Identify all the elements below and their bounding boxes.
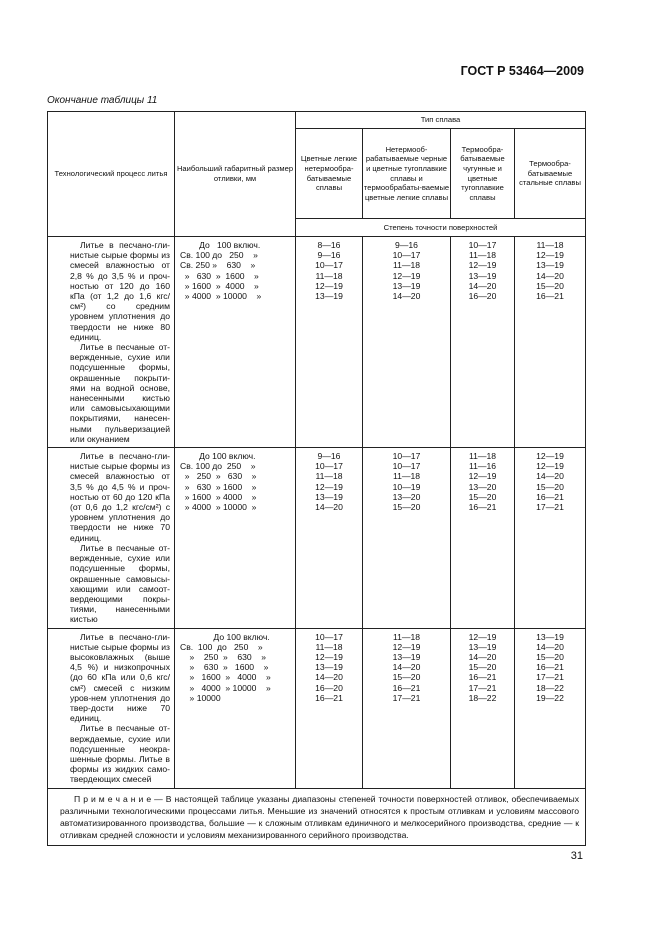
value: 16—21: [315, 692, 343, 703]
value: 11—18: [392, 471, 421, 482]
value: 9—16: [395, 240, 418, 250]
value: 16—21: [536, 662, 564, 673]
value: 9—16: [317, 250, 341, 261]
value: 13—19: [392, 651, 421, 662]
value: 14—20: [536, 471, 564, 482]
accuracy-table: [47, 111, 586, 846]
value: 10—17: [392, 461, 421, 472]
value: 13—20: [392, 491, 421, 502]
header-size: Наибольший габаритный размер отливки, мм: [175, 112, 296, 237]
size-cell: [175, 628, 296, 788]
size-range: » 630 » 1600 »: [180, 662, 269, 673]
value: 12—19: [536, 451, 564, 462]
header-alloy-1: Цветные легкие нетермообра-батываемые сплавы: [296, 129, 363, 219]
size-range: » 4000 » 10000 »: [180, 502, 257, 513]
value-cell: [515, 237, 586, 448]
value: 19—22: [536, 692, 564, 703]
size-range: Св. 250 » 630 »: [180, 260, 256, 271]
process-cell: [48, 628, 175, 788]
value: 12—19: [315, 280, 343, 291]
value: 16—21: [536, 491, 564, 502]
value: 11—18: [315, 471, 343, 482]
value: 11—18: [468, 451, 497, 462]
size-range: » 630 » 1600 »: [180, 481, 257, 492]
size-range: » 4000 » 10000 »: [180, 682, 271, 693]
table-continuation-caption: Окончание таблицы 11: [47, 95, 158, 106]
value-cell: [296, 628, 363, 788]
value-cell: [451, 448, 515, 628]
value: 14—20: [536, 641, 564, 652]
value: 12—19: [468, 260, 497, 271]
value: 11—18: [315, 270, 343, 281]
size-range: До 100 включ.: [180, 451, 256, 462]
value: 12—19: [468, 631, 497, 642]
value-cell: [515, 628, 586, 788]
value: 12—19: [392, 641, 421, 652]
size-range: » 1600 » 4000 »: [180, 672, 271, 683]
value: 15—20: [536, 481, 564, 492]
value: 8—16: [317, 240, 341, 250]
page-number: 31: [570, 850, 583, 862]
process-text: Литье в песчано-гли-нистые сырые формы из высоковлажных (выше 4,5 %) и низкопрочных (до 60 кПа или 0,6 кгс/см²) смесей с низким уров-нем уплотнения до твер-дости ниже 70 единиц.: [70, 631, 170, 724]
value: 18—22: [468, 692, 497, 703]
value: 14—20: [392, 291, 421, 302]
value: 18—22: [536, 682, 564, 693]
value: 15—20: [468, 491, 497, 502]
value: 14—20: [392, 662, 421, 673]
value: 17—21: [536, 672, 564, 683]
header-alloy-4: Термообра-батываемые стальные сплавы: [515, 129, 586, 219]
size-range: Св. 100 до 250 »: [180, 641, 263, 652]
process-text: Литье в песчано-гли-нистые сырые формы из смесей влажностью от 2,8 % до 3,5 % и проч-ностью от 120 до 160 кПа (от 1,2 до 1,6 кгс/см²) со средним уровнем уплотнения до твердости не ниже 80 единиц.: [70, 240, 170, 342]
value-cell: [363, 237, 451, 448]
value: 17—21: [392, 692, 421, 703]
size-range: » 4000 » 10000 »: [180, 291, 262, 302]
value: 16—21: [536, 291, 564, 302]
size-range: » 1600 » 4000 »: [180, 491, 257, 502]
standard-number: ГОСТ Р 53464—2009: [460, 64, 584, 78]
value-cell: [296, 448, 363, 628]
value: 10—17: [315, 260, 343, 271]
value: 16—20: [315, 682, 343, 693]
value: 12—19: [315, 481, 343, 492]
size-range: Св. 100 до 250 »: [180, 461, 256, 472]
value: 14—20: [315, 672, 343, 683]
process-cell: [48, 237, 175, 448]
value: 14—20: [536, 270, 564, 281]
value-cell: [363, 448, 451, 628]
process-text: Литье в песчаные от-вержденные, сухие или подсушенные формы, окрашенные самовысы-хающими или самоот-вердеющими покры-тиями, нанесенными кистью: [70, 542, 170, 625]
value: 13—19: [315, 291, 343, 302]
size-range: До 100 включ.: [180, 240, 261, 250]
header-alloy-type: Тип сплава: [296, 112, 586, 129]
value: 10—17: [392, 250, 421, 261]
value: 11—18: [536, 240, 564, 250]
value: 10—17: [392, 451, 421, 462]
value: 10—17: [315, 631, 343, 642]
value: 10—19: [392, 481, 421, 492]
value: 11—18: [392, 260, 421, 271]
value: 11—18: [468, 250, 497, 261]
value: 12—19: [315, 651, 343, 662]
size-range: » 10000: [180, 692, 221, 703]
value: 14—20: [468, 651, 497, 662]
value: 16—21: [392, 682, 421, 693]
value: 13—19: [392, 280, 421, 291]
value: 11—16: [468, 461, 497, 472]
value: 13—19: [315, 491, 343, 502]
value: 15—20: [392, 672, 421, 683]
note-text: П р и м е ч а н и е — В настоящей таблице указаны диапазоны степеней точности поверхностей отливок, обеспечиваемых различными технологическими процессами литья. Меньшие из значений относятся к простым отливкам и условиям массового автоматизированного производства, большие — к сложным отливкам единичного и мелкосерийного производства, средние — к отливкам средней сложности и условиям механизированного серийного производства.: [60, 793, 580, 840]
value: 13—19: [315, 662, 343, 673]
value: 10—17: [468, 240, 497, 250]
header-process: Технологический процесс литья: [48, 112, 175, 237]
process-cell: [48, 448, 175, 628]
value: 17—21: [468, 682, 497, 693]
value: 15—20: [392, 502, 421, 513]
process-text: Литье в песчано-гли-нистые сырые формы из смесей влажностью от 3,5 % до 4,5 % и проч-ностью от 60 до 120 кПа (от 0,6 до 1,2 кгс/см²) с уровнем уплотнения до твердости не ниже 70 единиц.: [70, 451, 170, 543]
value: 13—19: [468, 270, 497, 281]
process-text: Литье в песчаные от-вержденные, сухие или подсушенные формы, окрашенные покрыти-ями на водной основе, нанесенными кистью или самовысыхающими покрытиями, нанесен-ными пульверизацией или окунанием: [70, 342, 170, 444]
value: 13—19: [536, 260, 564, 271]
value: 10—17: [315, 461, 343, 472]
value: 13—20: [468, 481, 497, 492]
header-alloy-2: Нетермооб-рабатываемые черные и цветные тугоплавкие сплавы и термообрабаты-ваемые цветные легкие сплавы: [363, 129, 451, 219]
size-cell: [175, 448, 296, 628]
value: 12—19: [392, 270, 421, 281]
header-alloy-3: Термообра-батываемые чугунные и цветные тугоплавкие сплавы: [451, 129, 515, 219]
size-range: » 250 » 630 »: [180, 471, 257, 482]
value: 12—19: [536, 461, 564, 472]
value: 15—20: [536, 280, 564, 291]
size-range: » 250 » 630 »: [180, 651, 266, 662]
value: 13—19: [536, 631, 564, 642]
value: 14—20: [468, 280, 497, 291]
value-cell: [451, 237, 515, 448]
value: 16—21: [468, 672, 497, 683]
process-text: Литье в песчаные от-верждаемые, сухие или подсушенные неокра-шенные формы. Литье в формы из жидких само-твердеющих смесей: [70, 723, 170, 785]
value: 12—19: [536, 250, 564, 261]
value-cell: [451, 628, 515, 788]
value-cell: [515, 448, 586, 628]
size-range: До 100 включ.: [180, 631, 270, 642]
value: 15—20: [536, 651, 564, 662]
value: 9—16: [317, 451, 341, 462]
value: 13—19: [468, 641, 497, 652]
size-range: Св. 100 до 250 »: [180, 250, 258, 261]
value: 11—18: [315, 641, 343, 652]
value: 15—20: [468, 662, 497, 673]
size-range: » 630 » 1600 »: [180, 270, 259, 281]
size-cell: [175, 237, 296, 448]
size-range: » 1600 » 4000 »: [180, 280, 259, 291]
value: 14—20: [315, 502, 343, 513]
header-accuracy: Степень точности поверхностей: [296, 219, 586, 237]
value: 16—20: [468, 291, 497, 302]
value: 16—21: [468, 502, 497, 513]
value: 17—21: [536, 502, 564, 513]
value-cell: [363, 628, 451, 788]
value: 12—19: [468, 471, 497, 482]
table-note: [48, 788, 586, 845]
value: 11—18: [392, 631, 421, 642]
value-cell: [296, 237, 363, 448]
